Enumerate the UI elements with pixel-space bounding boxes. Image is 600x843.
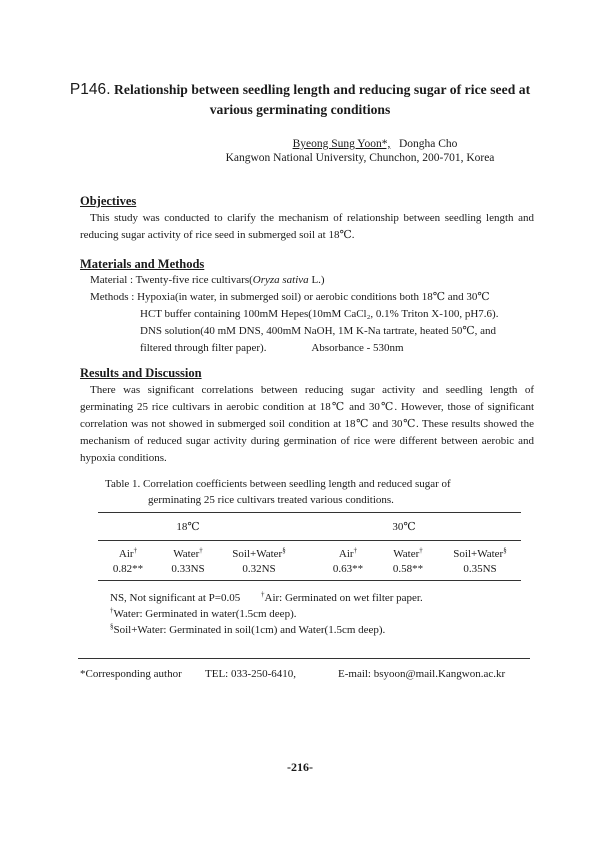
affiliation: Kangwon National University, Chunchon, 200-701, Korea bbox=[225, 152, 495, 164]
methods-line-3: DNS solution(40 mM DNS, 400mM NaOH, 1M K-Na tartrate, heated 50℃, and bbox=[140, 325, 497, 337]
results-heading: Results and Discussion bbox=[80, 366, 202, 380]
value-soilwater-18: 0.32NS bbox=[242, 563, 276, 575]
table-mid-rule bbox=[98, 540, 521, 541]
results-text: There was significant correlations between reducing sugar activity and seedling length of germinating 25 rice cultivars in aerobic condition at 18℃ and 30℃. However, those of significant correlation was not showed in submerged soil condition at 18℃ and 30℃. These results showed the mechanism of reduced sugar activity during germination of rice were different between aerobic and hypoxia conditions. bbox=[80, 384, 534, 464]
materials-heading: Materials and Methods bbox=[80, 257, 205, 271]
table-caption: Table 1. Correlation coefficients between seedling length and reduced sugar of germinating 25 rice cultivars treated various conditions. bbox=[105, 478, 451, 506]
value-soilwater-30: 0.35NS bbox=[463, 563, 497, 575]
group-header-18c: 18℃ bbox=[176, 521, 200, 533]
title-line-2: various germinating conditions bbox=[209, 102, 391, 117]
first-author: Byeong Sung Yoon*, bbox=[292, 138, 391, 150]
col-header-water-30: Water† bbox=[393, 546, 423, 560]
corresponding-author: *Corresponding author bbox=[80, 668, 182, 680]
col-header-air-30: Air† bbox=[338, 546, 358, 560]
value-air-18: 0.82** bbox=[112, 563, 144, 575]
page-number: -216- bbox=[287, 760, 313, 774]
second-author: Dongha Cho bbox=[398, 138, 458, 150]
material-line: Material : Twenty-five rice cultivars(Oryza sativa L.) bbox=[90, 274, 325, 286]
table-bottom-rule bbox=[98, 580, 521, 581]
col-header-water-18: Water† bbox=[173, 546, 203, 560]
value-water-30: 0.58** bbox=[392, 563, 424, 575]
methods-line-2: HCT buffer containing 100mM Hepes(10mM CaCl₂, 0.1% Triton X-100, pH7.6). bbox=[140, 308, 499, 320]
col-header-air-18: Air† bbox=[118, 546, 138, 560]
note-ns-air: NS, Not significant at P=0.05 †Air: Germinated on wet filter paper. bbox=[110, 590, 423, 604]
poster-number: P146. bbox=[69, 81, 111, 98]
methods-line-1: Methods : Hypoxia(in water, in submerged soil) or aerobic conditions both 18℃ and 30℃ bbox=[90, 291, 490, 303]
col-header-soilwater-18: Soil+Water§ bbox=[232, 546, 286, 560]
paper-title bbox=[0, 80, 600, 120]
group-header-30c: 30℃ bbox=[392, 521, 416, 533]
objectives-text: This study was conducted to clarify the mechanism of relationship between seedling length and reducing sugar activity of rice seed in submerged soil at 18℃. bbox=[80, 212, 534, 241]
value-water-18: 0.33NS bbox=[171, 563, 205, 575]
email: E-mail: bsyoon@mail.Kangwon.ac.kr bbox=[338, 668, 506, 680]
methods-line-4: filtered through filter paper). Absorbance - 530nm bbox=[140, 342, 404, 354]
note-water: †Water: Germinated in water(1.5cm deep). bbox=[110, 606, 297, 620]
objectives-heading: Objectives bbox=[80, 194, 137, 208]
table-notes bbox=[110, 590, 423, 638]
author-list bbox=[0, 136, 600, 152]
telephone: TEL: 033-250-6410, bbox=[205, 668, 297, 680]
footer-rule bbox=[78, 658, 530, 659]
value-air-30: 0.63** bbox=[332, 563, 364, 575]
col-header-soilwater-30: Soil+Water§ bbox=[453, 546, 507, 560]
note-soil-water: §Soil+Water: Germinated in soil(1cm) and Water(1.5cm deep). bbox=[110, 622, 386, 636]
title-line-1: Relationship between seedling length and reducing sugar of rice seed at bbox=[114, 82, 531, 97]
table-top-rule bbox=[98, 512, 521, 513]
